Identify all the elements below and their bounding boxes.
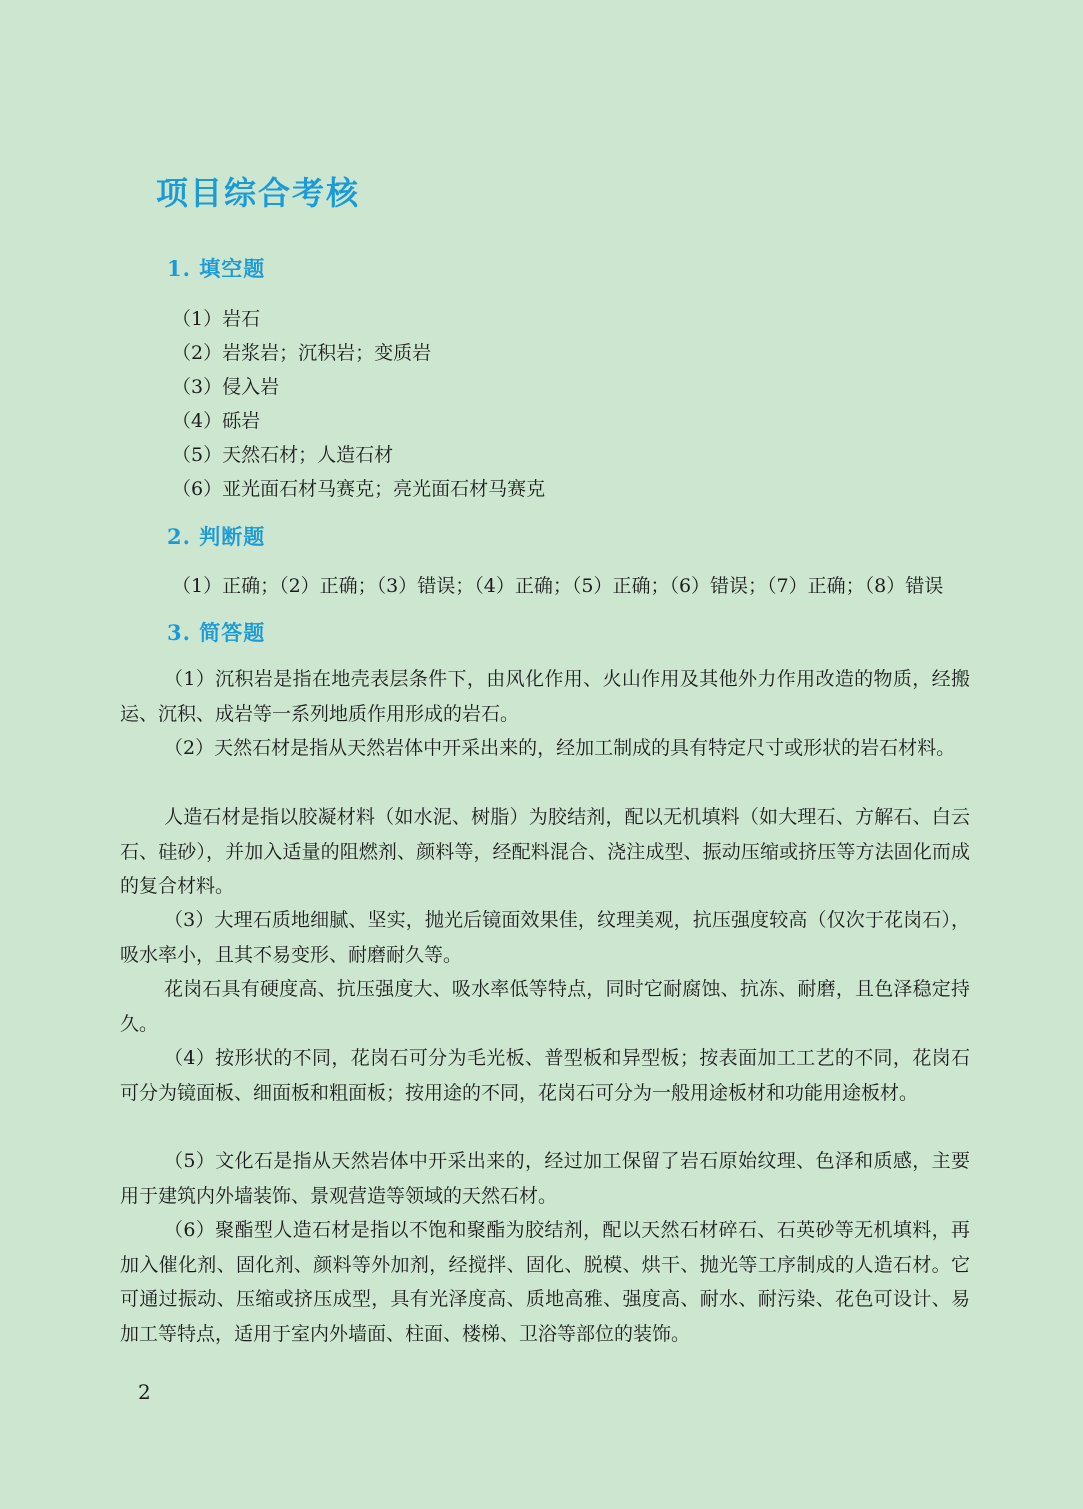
section-heading-fill-blank: 1. 填空题 [167,256,266,281]
page-number: 2 [138,1380,151,1404]
fill-answer-4: （4）砾岩 [172,410,261,432]
short-answer-paragraph: （3）大理石质地细腻、坚实，抛光后镜面效果佳，纹理美观，抗压强度较高（仅次于花岗石），吸水率小，且其不易变形、耐磨耐久等。 [120,909,970,966]
section-heading-true-false: 2. 判断题 [167,524,266,549]
short-answer-paragraph: （4）按形状的不同，花岗石可分为毛光板、普型板和异型板；按表面加工工艺的不同，花岗石可分为镜面板、细面板和粗面板；按用途的不同，花岗石可分为一般用途板材和功能用途板材。 [120,1047,970,1104]
short-answer-paragraph: （1）沉积岩是指在地壳表层条件下，由风化作用、火山作用及其他外力作用改造的物质，经搬运、沉积、成岩等一系列地质作用形成的岩石。 [120,668,970,725]
section-heading-short-answer: 3. 简答题 [167,620,266,645]
fill-answer-3: （3）侵入岩 [172,376,280,398]
short-answer-paragraph: （5）文化石是指从天然岩体中开采出来的，经过加工保留了岩石原始纹理、色泽和质感，主要用于建筑内外墙装饰、景观营造等领域的天然石材。 [120,1150,970,1207]
fill-answer-2: （2）岩浆岩；沉积岩；变质岩 [172,342,432,364]
fill-answer-1: （1）岩石 [172,308,261,330]
page-title: 项目综合考核 [156,174,361,212]
short-answer-paragraph: （6）聚酯型人造石材是指以不饱和聚酯为胶结剂，配以天然石材碎石、石英砂等无机填料，再加入催化剂、固化剂、颜料等外加剂，经搅拌、固化、脱模、烘干、抛光等工序制成的人造石材。它可通过振动、压缩或挤压成型，具有光泽度高、质地高雅、强度高、耐水、耐污染、花色可设计、易加工等特点，适用于室内外墙面、柱面、楼梯、卫浴等部位的装饰。 [120,1219,970,1345]
short-answer-paragraph: 花岗石具有硬度高、抗压强度大、吸水率低等特点，同时它耐腐蚀、抗冻、耐磨，且色泽稳定持久。 [120,978,970,1035]
short-answer-paragraph: （2）天然石材是指从天然岩体中开采出来的，经加工制成的具有特定尺寸或形状的岩石材料。 [164,737,956,759]
short-answer-paragraph: 人造石材是指以胶凝材料（如水泥、树脂）为胶结剂，配以无机填料（如大理石、方解石、白云石、硅砂），并加入适量的阻燃剂、颜料等，经配料混合、浇注成型、振动压缩或挤压等方法固化而成的复合材料。 [120,806,970,897]
fill-answer-6: （6）亚光面石材马赛克；亮光面石材马赛克 [172,478,546,500]
true-false-answers: （1）正确；（2）正确；（3）错误；（4）正确；（5）正确；（6）错误；（7）正确；（8）错误 [172,575,944,597]
fill-answer-5: （5）天然石材；人造石材 [172,444,394,466]
